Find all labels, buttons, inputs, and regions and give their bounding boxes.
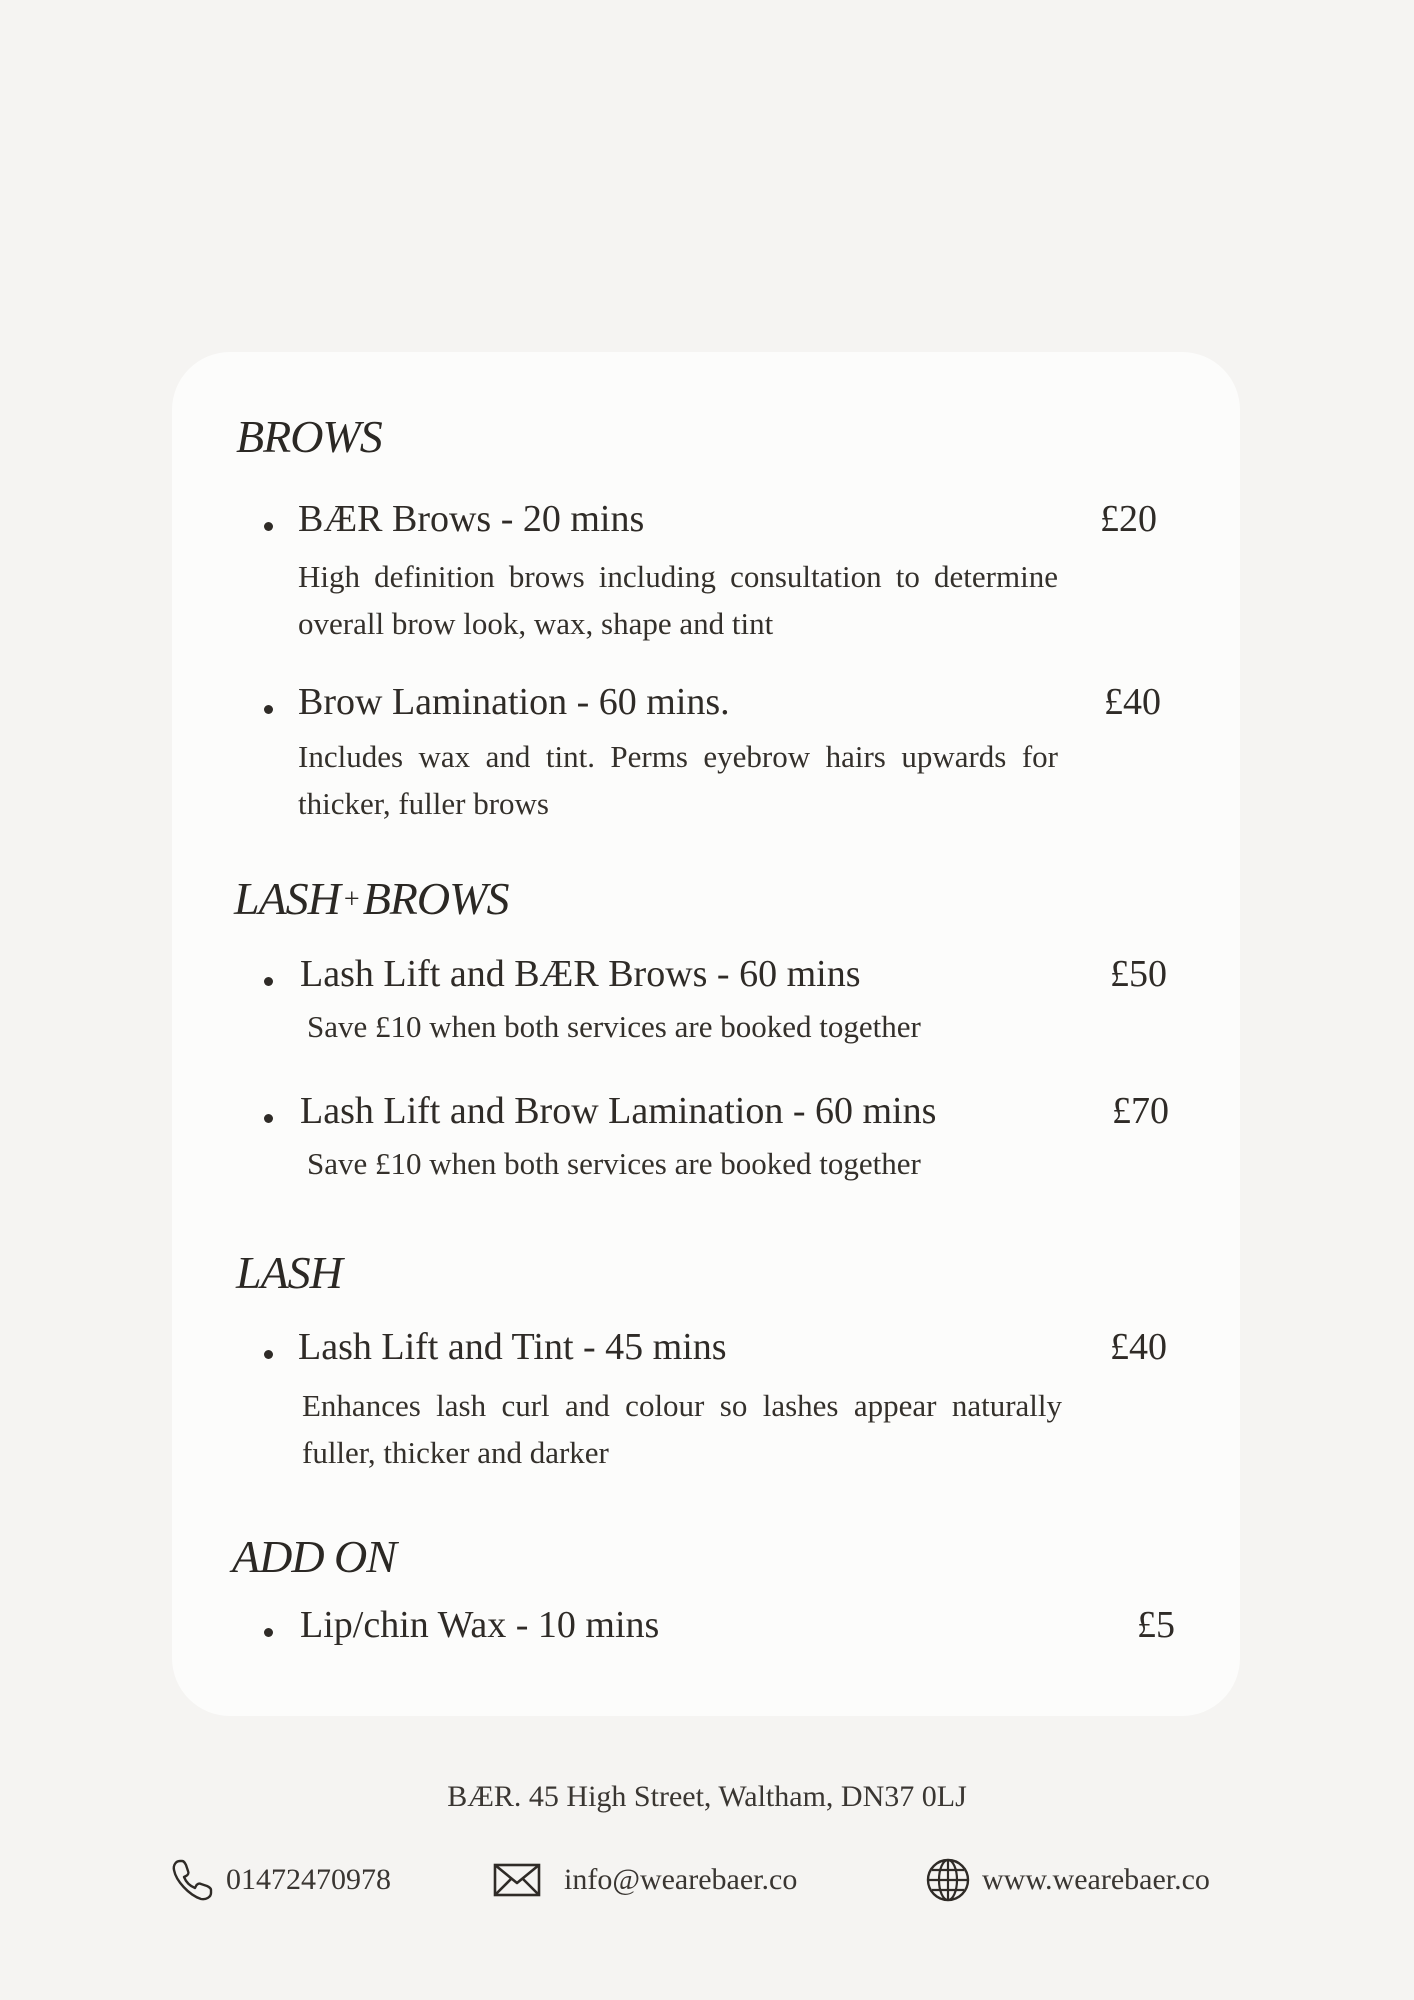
mail-icon (492, 1860, 542, 1900)
heading-part-lash: LASH (234, 873, 340, 924)
globe-icon (924, 1856, 972, 1904)
service-title: Lash Lift and BÆR Brows - 60 mins (300, 953, 861, 995)
bullet-icon (264, 1628, 273, 1637)
contact-email[interactable] (492, 1856, 797, 1904)
service-price: £40 (1110, 1326, 1167, 1368)
section-heading-lash-brows (234, 872, 508, 925)
service-price: £70 (1112, 1090, 1169, 1132)
email-address[interactable]: info@wearebaer.co (564, 1863, 798, 1896)
contact-phone[interactable] (170, 1856, 391, 1904)
service-price: £50 (1110, 953, 1167, 995)
service-note: Save £10 when both services are booked together (307, 1009, 921, 1044)
service-price: £40 (1104, 681, 1161, 723)
service-price: £20 (1100, 498, 1157, 540)
price-list-card (172, 352, 1240, 1716)
section-heading-add-on: ADD ON (232, 1531, 396, 1582)
heading-plus: + (343, 884, 359, 915)
service-description: Enhances lash curl and colour so lashes appear naturally fuller, thicker and darker (302, 1388, 1062, 1470)
bullet-icon (264, 977, 273, 986)
service-description: Includes wax and tint. Perms eyebrow hairs upwards for thicker, fuller brows (298, 739, 1058, 821)
section-heading-brows: BROWS (236, 411, 382, 462)
footer-address: BÆR. 45 High Street, Waltham, DN37 0LJ (447, 1780, 967, 1813)
service-title: Lash Lift and Brow Lamination - 60 mins (300, 1090, 937, 1132)
bullet-icon (264, 522, 273, 531)
service-price: £5 (1137, 1604, 1175, 1646)
phone-number[interactable]: 01472470978 (226, 1863, 391, 1896)
bullet-icon (264, 1350, 273, 1359)
phone-icon (170, 1857, 216, 1903)
service-title: Lash Lift and Tint - 45 mins (298, 1326, 727, 1368)
bullet-icon (264, 705, 273, 714)
service-title: BÆR Brows - 20 mins (298, 498, 645, 540)
service-description: High definition brows including consultation to determine overall brow look, wax, shape and tint (298, 559, 1058, 641)
service-title: Lip/chin Wax - 10 mins (300, 1604, 660, 1646)
service-title: Brow Lamination - 60 mins. (298, 681, 730, 723)
service-note: Save £10 when both services are booked together (307, 1146, 921, 1181)
heading-part-brows: BROWS (362, 873, 509, 924)
section-heading-lash: LASH (236, 1247, 342, 1298)
website-url[interactable]: www.wearebaer.co (982, 1863, 1210, 1896)
bullet-icon (264, 1114, 273, 1123)
contact-website[interactable] (924, 1856, 1210, 1904)
